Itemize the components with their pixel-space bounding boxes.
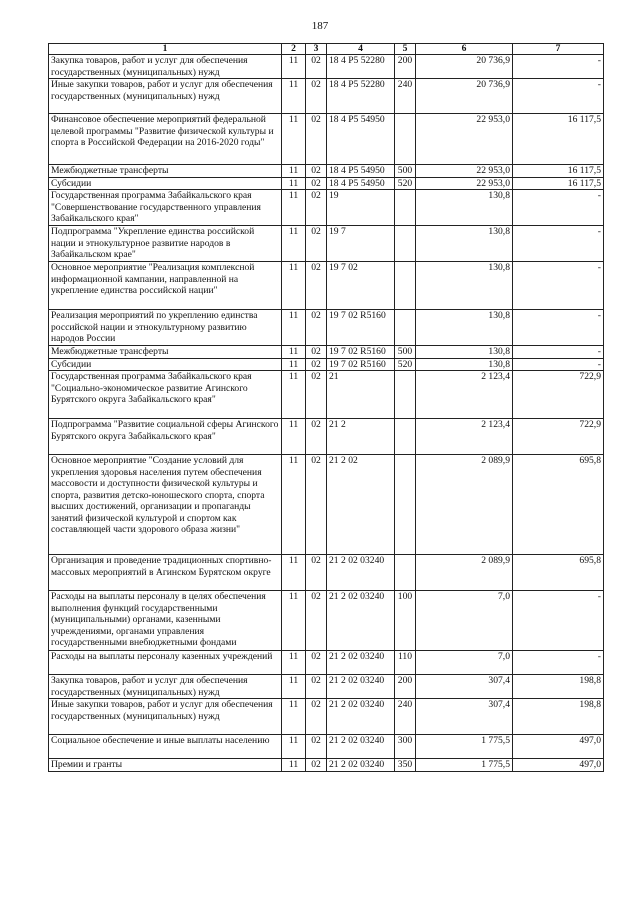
target-article-cell: 18 4 P5 54950 — [327, 177, 395, 190]
amount-cell: 130,8 — [416, 310, 513, 346]
table-row — [49, 226, 604, 262]
table-row — [49, 735, 604, 759]
amount-cell: 7,0 — [416, 591, 513, 651]
row-name-cell: Социальное обеспечение и иные выплаты населению — [49, 735, 282, 759]
subsection-code-cell: 02 — [306, 371, 327, 419]
amount-cell: 22 953,0 — [416, 177, 513, 190]
target-article-cell: 21 2 02 03240 — [327, 675, 395, 699]
subsection-code-cell: 02 — [306, 419, 327, 455]
section-code-cell: 11 — [282, 358, 306, 371]
target-article-cell: 18 4 P5 52280 — [327, 55, 395, 79]
amount-secondary-cell: - — [513, 262, 604, 310]
target-article-cell: 19 7 02 — [327, 262, 395, 310]
column-header: 4 — [327, 44, 395, 55]
amount-secondary-cell: - — [513, 55, 604, 79]
section-code-cell: 11 — [282, 177, 306, 190]
amount-secondary-cell: 198,8 — [513, 675, 604, 699]
expense-type-cell: 520 — [395, 358, 416, 371]
amount-cell: 130,8 — [416, 226, 513, 262]
section-code-cell: 11 — [282, 262, 306, 310]
expense-type-cell: 500 — [395, 346, 416, 359]
column-header: 5 — [395, 44, 416, 55]
amount-secondary-cell: 16 117,5 — [513, 177, 604, 190]
section-code-cell: 11 — [282, 371, 306, 419]
target-article-cell: 18 4 P5 52280 — [327, 79, 395, 114]
table-row — [49, 114, 604, 165]
row-name-cell: Расходы на выплаты персоналу в целях обеспечения выполнения функций государственными (муниципальными) органами, казенными учреждениями, органами управления государственными внебюджетными фондами — [49, 591, 282, 651]
expense-type-cell — [395, 310, 416, 346]
section-code-cell: 11 — [282, 310, 306, 346]
expense-type-cell — [395, 455, 416, 555]
section-code-cell: 11 — [282, 226, 306, 262]
target-article-cell: 19 7 02 R5160 — [327, 310, 395, 346]
subsection-code-cell: 02 — [306, 226, 327, 262]
table-row — [49, 165, 604, 178]
amount-cell: 130,8 — [416, 358, 513, 371]
section-code-cell: 11 — [282, 555, 306, 591]
section-code-cell: 11 — [282, 114, 306, 165]
subsection-code-cell: 02 — [306, 675, 327, 699]
expense-type-cell — [395, 262, 416, 310]
row-name-cell: Субсидии — [49, 177, 282, 190]
section-code-cell: 11 — [282, 55, 306, 79]
amount-secondary-cell: 722,9 — [513, 371, 604, 419]
column-header: 2 — [282, 44, 306, 55]
table-row — [49, 79, 604, 114]
section-code-cell: 11 — [282, 419, 306, 455]
amount-secondary-cell: 695,8 — [513, 455, 604, 555]
subsection-code-cell: 02 — [306, 699, 327, 735]
amount-secondary-cell: - — [513, 346, 604, 359]
column-header: 3 — [306, 44, 327, 55]
expense-type-cell: 200 — [395, 675, 416, 699]
subsection-code-cell: 02 — [306, 114, 327, 165]
amount-secondary-cell: 198,8 — [513, 699, 604, 735]
table-row — [49, 346, 604, 359]
target-article-cell: 21 2 02 03240 — [327, 591, 395, 651]
table-row — [49, 358, 604, 371]
amount-secondary-cell: - — [513, 591, 604, 651]
row-name-cell: Организация и проведение традиционных спортивно-массовых мероприятий в Агинском Бурятском округе — [49, 555, 282, 591]
amount-cell: 22 953,0 — [416, 114, 513, 165]
section-code-cell: 11 — [282, 651, 306, 675]
amount-cell: 2 089,9 — [416, 455, 513, 555]
amount-secondary-cell: - — [513, 651, 604, 675]
row-name-cell: Расходы на выплаты персоналу казенных учреждений — [49, 651, 282, 675]
section-code-cell: 11 — [282, 735, 306, 759]
table-row — [49, 675, 604, 699]
target-article-cell: 18 4 P5 54950 — [327, 165, 395, 178]
amount-cell: 20 736,9 — [416, 79, 513, 114]
subsection-code-cell: 02 — [306, 55, 327, 79]
amount-secondary-cell: - — [513, 79, 604, 114]
table-row — [49, 177, 604, 190]
subsection-code-cell: 02 — [306, 165, 327, 178]
table-row — [49, 262, 604, 310]
expense-type-cell — [395, 114, 416, 165]
amount-secondary-cell: 497,0 — [513, 759, 604, 772]
expense-type-cell: 500 — [395, 165, 416, 178]
row-name-cell: Государственная программа Забайкальского края "Социально-экономическое развитие Агинского Бурятского округа Забайкальского края" — [49, 371, 282, 419]
target-article-cell: 21 2 — [327, 419, 395, 455]
amount-secondary-cell: - — [513, 310, 604, 346]
subsection-code-cell: 02 — [306, 455, 327, 555]
amount-cell: 1 775,5 — [416, 759, 513, 772]
column-header: 6 — [416, 44, 513, 55]
subsection-code-cell: 02 — [306, 190, 327, 226]
table-row — [49, 591, 604, 651]
row-name-cell: Закупка товаров, работ и услуг для обеспечения государственных (муниципальных) нужд — [49, 675, 282, 699]
subsection-code-cell: 02 — [306, 310, 327, 346]
expense-type-cell — [395, 419, 416, 455]
amount-cell: 307,4 — [416, 675, 513, 699]
section-code-cell: 11 — [282, 346, 306, 359]
target-article-cell: 21 2 02 — [327, 455, 395, 555]
subsection-code-cell: 02 — [306, 759, 327, 772]
amount-cell: 307,4 — [416, 699, 513, 735]
section-code-cell: 11 — [282, 190, 306, 226]
expense-type-cell — [395, 555, 416, 591]
expense-type-cell — [395, 371, 416, 419]
table-row — [49, 190, 604, 226]
target-article-cell: 18 4 P5 54950 — [327, 114, 395, 165]
target-article-cell: 19 7 02 R5160 — [327, 358, 395, 371]
amount-cell: 130,8 — [416, 262, 513, 310]
target-article-cell: 19 7 — [327, 226, 395, 262]
amount-cell: 22 953,0 — [416, 165, 513, 178]
amount-cell: 2 123,4 — [416, 419, 513, 455]
row-name-cell: Подпрограмма "Развитие социальной сферы Агинского Бурятского округа Забайкальского края" — [49, 419, 282, 455]
amount-cell: 7,0 — [416, 651, 513, 675]
table-row — [49, 55, 604, 79]
subsection-code-cell: 02 — [306, 346, 327, 359]
target-article-cell: 21 2 02 03240 — [327, 699, 395, 735]
budget-table — [48, 43, 604, 772]
amount-cell: 20 736,9 — [416, 55, 513, 79]
target-article-cell: 21 2 02 03240 — [327, 759, 395, 772]
subsection-code-cell: 02 — [306, 555, 327, 591]
expense-type-cell: 110 — [395, 651, 416, 675]
subsection-code-cell: 02 — [306, 177, 327, 190]
row-name-cell: Иные закупки товаров, работ и услуг для обеспечения государственных (муниципальных) нужд — [49, 79, 282, 114]
table-row — [49, 455, 604, 555]
column-header: 7 — [513, 44, 604, 55]
subsection-code-cell: 02 — [306, 651, 327, 675]
row-name-cell: Межбюджетные трансферты — [49, 165, 282, 178]
row-name-cell: Финансовое обеспечение мероприятий федеральной целевой программы "Развитие физической культуры и спорта в Российской Федерации на 2016-2020 годы" — [49, 114, 282, 165]
amount-secondary-cell: - — [513, 226, 604, 262]
amount-secondary-cell: 16 117,5 — [513, 165, 604, 178]
amount-secondary-cell: - — [513, 358, 604, 371]
table-row — [49, 310, 604, 346]
section-code-cell: 11 — [282, 759, 306, 772]
table-row — [49, 371, 604, 419]
amount-secondary-cell: 497,0 — [513, 735, 604, 759]
subsection-code-cell: 02 — [306, 735, 327, 759]
target-article-cell: 21 2 02 03240 — [327, 555, 395, 591]
page-number: 187 — [311, 20, 329, 32]
target-article-cell: 19 — [327, 190, 395, 226]
row-name-cell: Субсидии — [49, 358, 282, 371]
table-row — [49, 699, 604, 735]
row-name-cell: Премии и гранты — [49, 759, 282, 772]
subsection-code-cell: 02 — [306, 262, 327, 310]
table-row — [49, 419, 604, 455]
expense-type-cell: 520 — [395, 177, 416, 190]
amount-secondary-cell: 722,9 — [513, 419, 604, 455]
target-article-cell: 21 — [327, 371, 395, 419]
row-name-cell: Закупка товаров, работ и услуг для обеспечения государственных (муниципальных) нужд — [49, 55, 282, 79]
row-name-cell: Подпрограмма "Укрепление единства российской нации и этнокультурное развитие народов в Забайкальском крае" — [49, 226, 282, 262]
table-header-row — [49, 44, 604, 55]
subsection-code-cell: 02 — [306, 79, 327, 114]
section-code-cell: 11 — [282, 699, 306, 735]
expense-type-cell — [395, 226, 416, 262]
target-article-cell: 21 2 02 03240 — [327, 651, 395, 675]
section-code-cell: 11 — [282, 455, 306, 555]
amount-secondary-cell: - — [513, 190, 604, 226]
amount-cell: 130,8 — [416, 346, 513, 359]
expense-type-cell: 240 — [395, 699, 416, 735]
amount-cell: 1 775,5 — [416, 735, 513, 759]
expense-type-cell: 300 — [395, 735, 416, 759]
row-name-cell: Реализация мероприятий по укреплению единства российской нации и этнокультурному развитию народов России — [49, 310, 282, 346]
section-code-cell: 11 — [282, 79, 306, 114]
row-name-cell: Основное мероприятие "Реализация комплексной информационной кампании, направленной на укрепление единства российской нации" — [49, 262, 282, 310]
expense-type-cell: 100 — [395, 591, 416, 651]
target-article-cell: 21 2 02 03240 — [327, 735, 395, 759]
table-row — [49, 651, 604, 675]
row-name-cell: Государственная программа Забайкальского края "Совершенствование государственного управления Забайкальского края" — [49, 190, 282, 226]
amount-cell: 2 123,4 — [416, 371, 513, 419]
section-code-cell: 11 — [282, 675, 306, 699]
expense-type-cell: 240 — [395, 79, 416, 114]
expense-type-cell: 350 — [395, 759, 416, 772]
table-row — [49, 759, 604, 772]
section-code-cell: 11 — [282, 165, 306, 178]
subsection-code-cell: 02 — [306, 358, 327, 371]
row-name-cell: Основное мероприятие "Создание условий для укрепления здоровья населения путем обеспечения массовости и доступности физической культуры и спорта, развития детско-юношеского спорта, спорта высших достижений, организации и пропаганды занятий физической культурой и спортом как составляющей части здорового образа жизни" — [49, 455, 282, 555]
target-article-cell: 19 7 02 R5160 — [327, 346, 395, 359]
amount-secondary-cell: 16 117,5 — [513, 114, 604, 165]
row-name-cell: Межбюджетные трансферты — [49, 346, 282, 359]
amount-cell: 130,8 — [416, 190, 513, 226]
subsection-code-cell: 02 — [306, 591, 327, 651]
expense-type-cell: 200 — [395, 55, 416, 79]
column-header: 1 — [49, 44, 282, 55]
table-row — [49, 555, 604, 591]
amount-cell: 2 089,9 — [416, 555, 513, 591]
amount-secondary-cell: 695,8 — [513, 555, 604, 591]
section-code-cell: 11 — [282, 591, 306, 651]
row-name-cell: Иные закупки товаров, работ и услуг для обеспечения государственных (муниципальных) нужд — [49, 699, 282, 735]
expense-type-cell — [395, 190, 416, 226]
